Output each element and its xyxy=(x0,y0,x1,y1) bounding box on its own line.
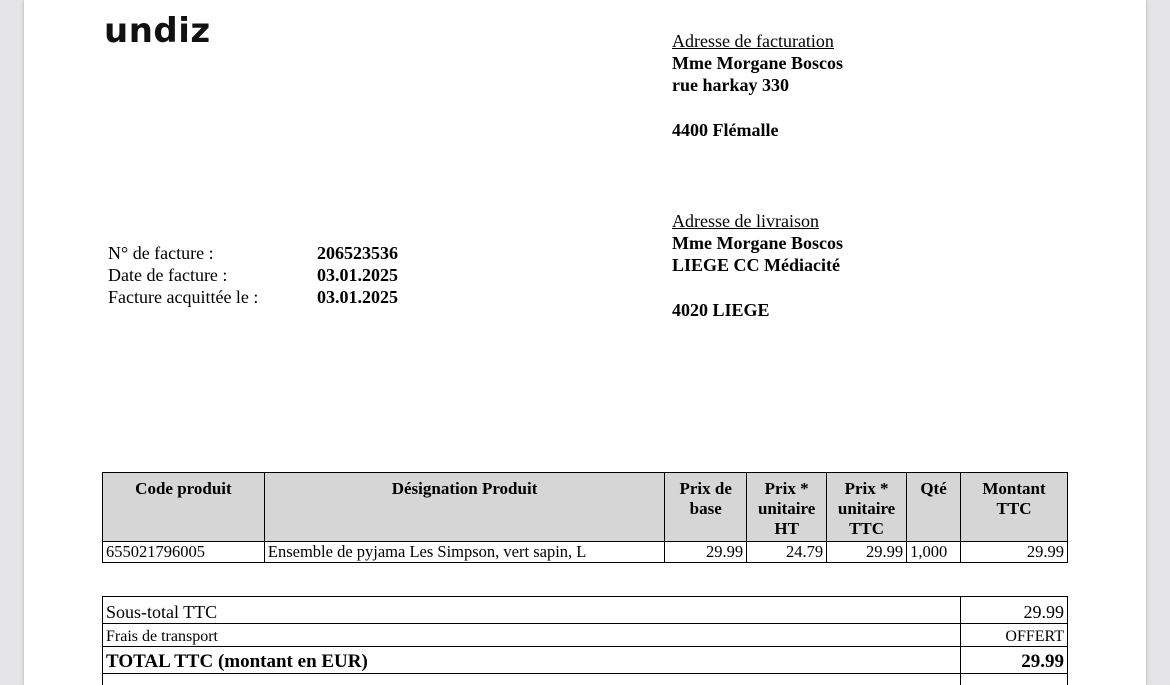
billing-address xyxy=(672,30,843,141)
shipping-city: 4020 LIEGE xyxy=(672,300,770,320)
billing-street: rue harkay 330 xyxy=(672,75,789,95)
col-header-code: Code produit xyxy=(103,473,265,542)
billing-city: 4400 Flémalle xyxy=(672,120,779,140)
cell-unit-ht: 24.79 xyxy=(747,542,827,563)
cell-designation: Ensemble de pyjama Les Simpson, vert sapin, L xyxy=(264,542,664,563)
col-header-qty: Qté xyxy=(907,473,961,542)
cell-amount: 29.99 xyxy=(961,542,1068,563)
total-label: TOTAL TTC (montant en EUR) xyxy=(103,647,961,674)
col-header-amount: Montant TTC xyxy=(961,473,1068,542)
billing-name: Mme Morgane Boscos xyxy=(672,53,843,73)
invoice-paid-label: Facture acquittée le : xyxy=(108,287,259,307)
shipping-name: Mme Morgane Boscos xyxy=(672,233,843,253)
invoice-number-label: N° de facture : xyxy=(108,243,214,263)
subtotal-label: Sous-total TTC xyxy=(103,597,961,624)
products-table xyxy=(102,472,1068,563)
total-row xyxy=(103,647,1068,674)
invoice-date-label: Date de facture : xyxy=(108,265,228,285)
products-header-row xyxy=(103,473,1068,542)
col-header-designation: Désignation Produit xyxy=(264,473,664,542)
invoice-number: 206523536 xyxy=(317,243,398,263)
shipping-fee-label: Frais de transport xyxy=(103,624,961,647)
shipping-fee-value: OFFERT xyxy=(961,624,1068,647)
col-header-base-price: Prix de base xyxy=(665,473,747,542)
totals-table xyxy=(102,596,1068,685)
subtotal-value: 29.99 xyxy=(961,597,1068,624)
billing-address-header: Adresse de facturation xyxy=(672,31,834,51)
total-value: 29.99 xyxy=(961,647,1068,674)
subtotal-row xyxy=(103,597,1068,624)
table-row xyxy=(103,542,1068,563)
shipping-address xyxy=(672,210,843,321)
col-header-unit-ttc: Prix * unitaire TTC xyxy=(827,473,907,542)
cell-unit-ttc: 29.99 xyxy=(827,542,907,563)
undiz-logo: undiz xyxy=(104,11,211,51)
invoice-date: 03.01.2025 xyxy=(317,265,398,285)
invoice-info xyxy=(108,242,398,308)
cell-qty: 1,000 xyxy=(907,542,961,563)
invoice-paid-date: 03.01.2025 xyxy=(317,287,398,307)
cut-off-row xyxy=(103,674,1068,685)
shipping-fee-row xyxy=(103,624,1068,647)
invoice-page xyxy=(24,0,1146,685)
cell-base-price: 29.99 xyxy=(665,542,747,563)
col-header-unit-ht: Prix * unitaire HT xyxy=(747,473,827,542)
shipping-street: LIEGE CC Médiacité xyxy=(672,255,840,275)
shipping-address-header: Adresse de livraison xyxy=(672,211,819,231)
cell-code: 655021796005 xyxy=(103,542,265,563)
